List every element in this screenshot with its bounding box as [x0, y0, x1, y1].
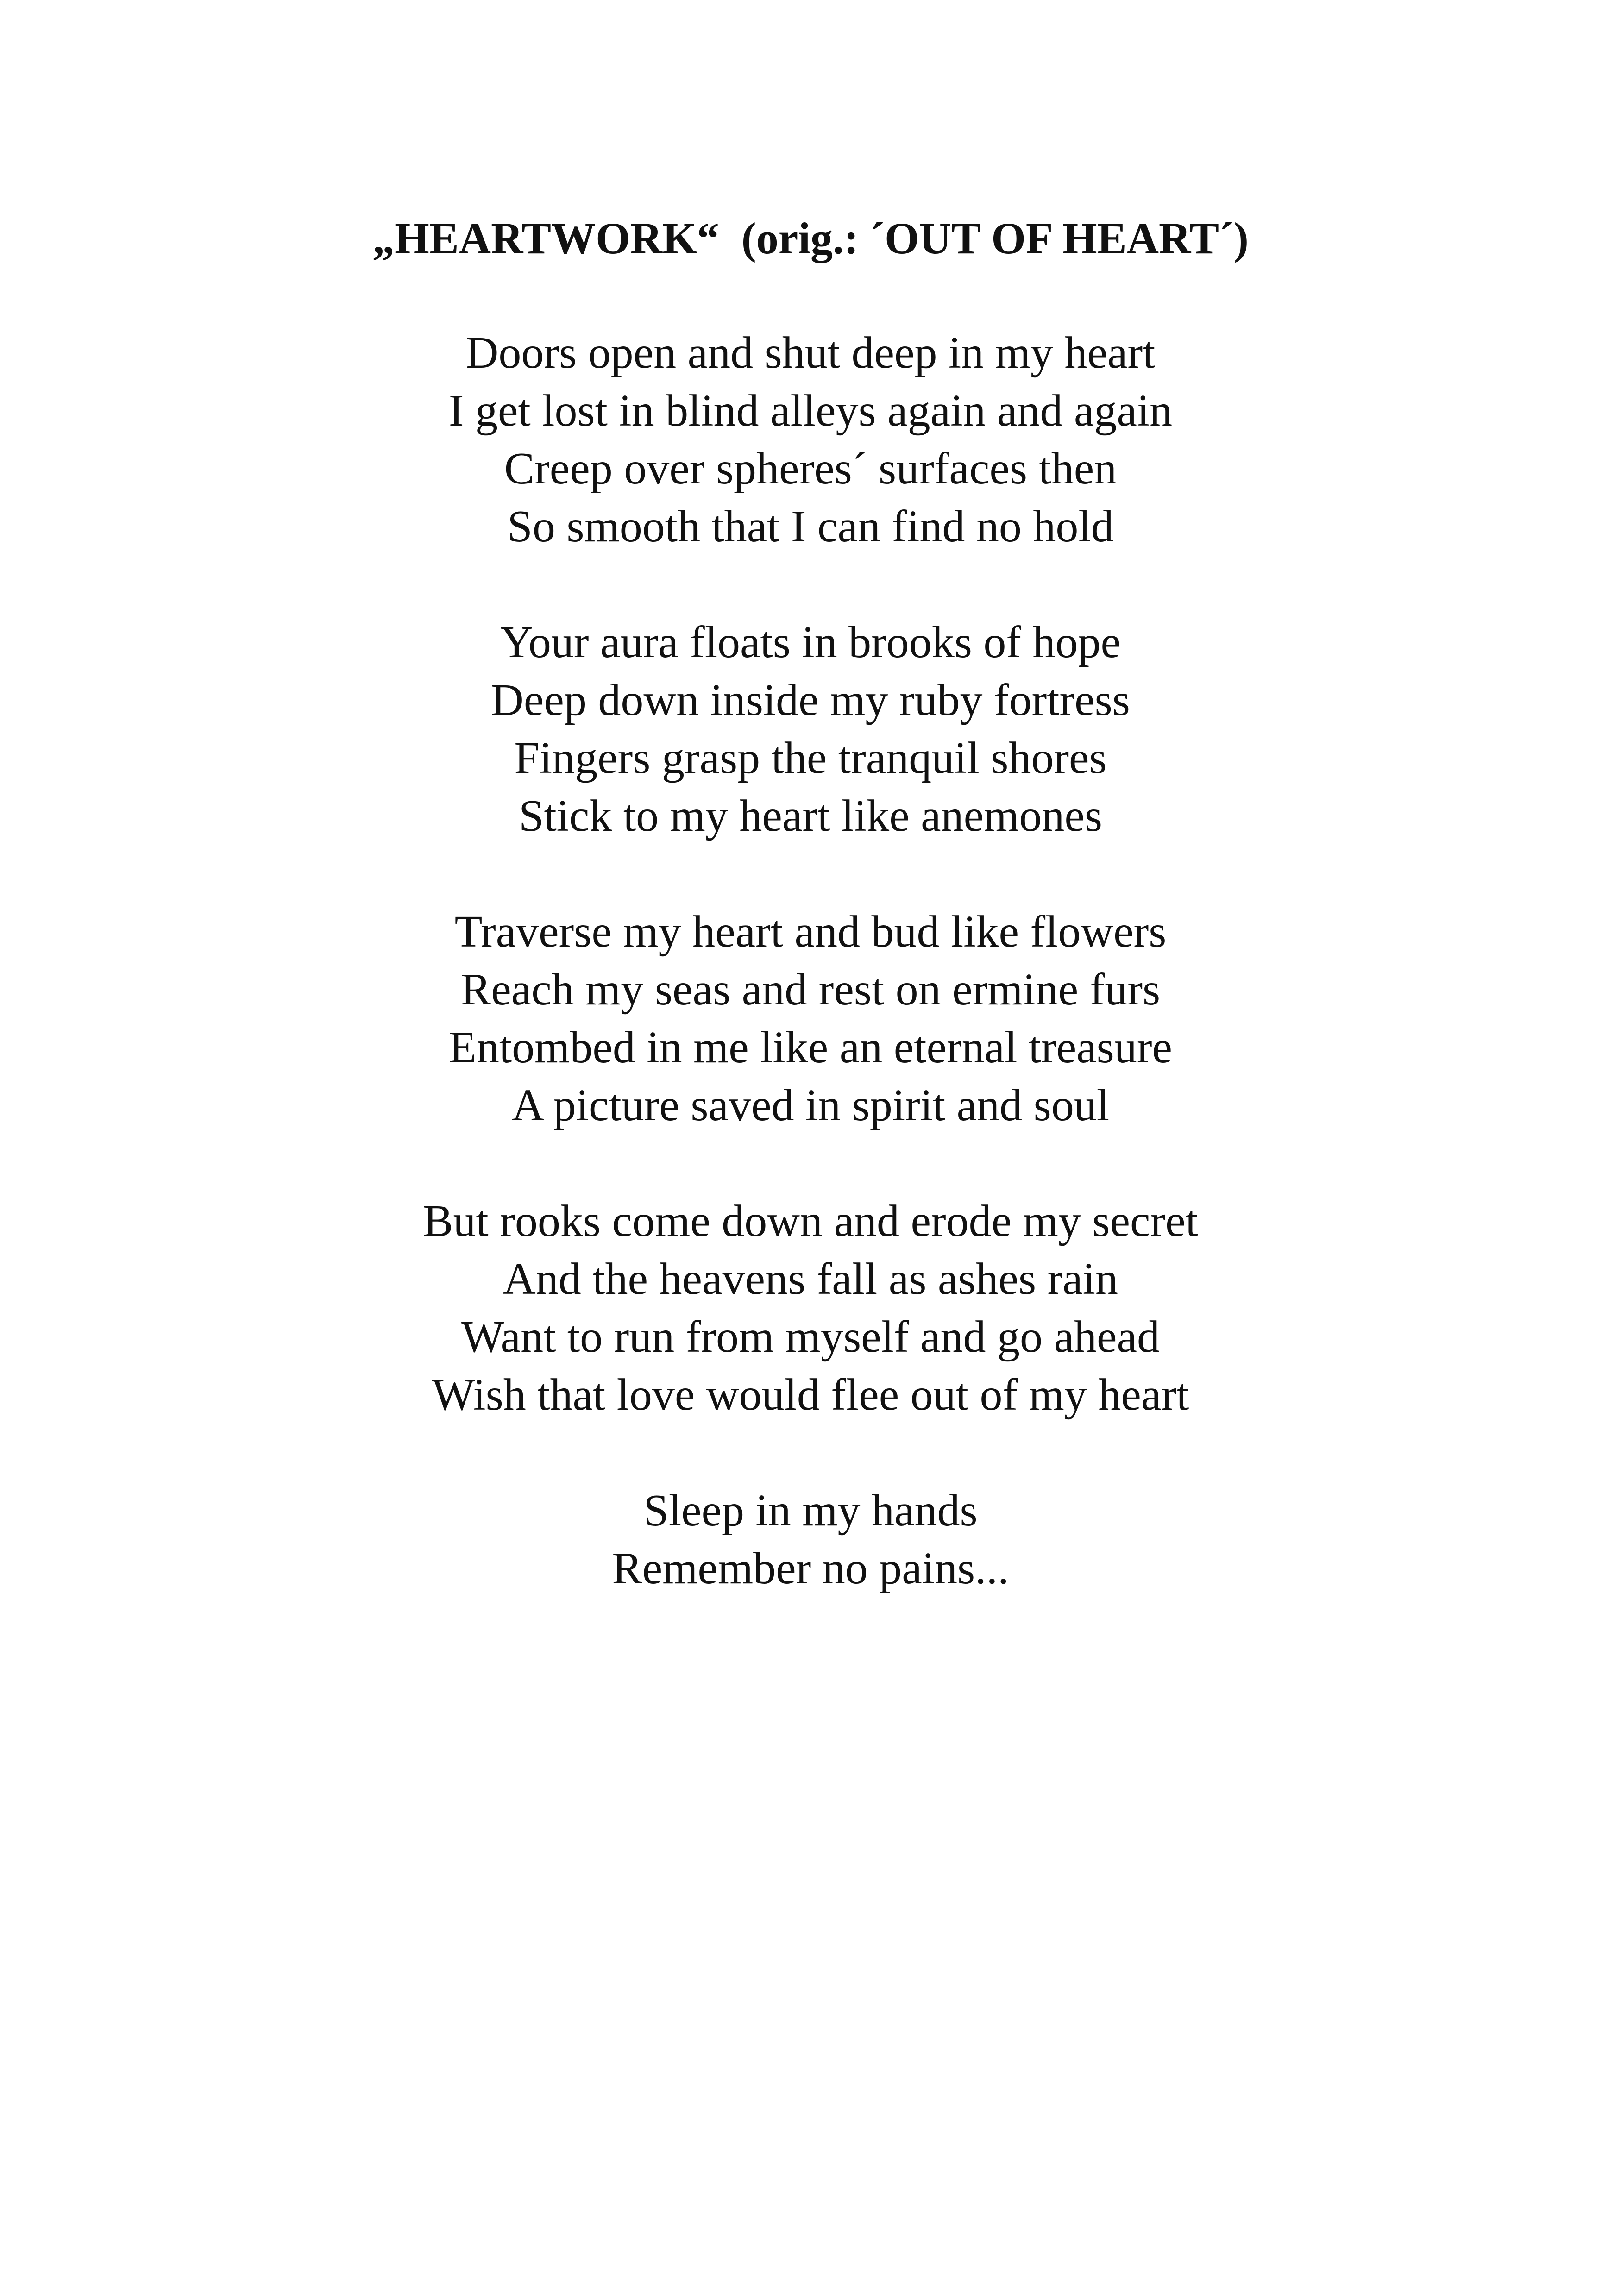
- stanza-2: [0, 614, 1621, 845]
- poem-line: Fingers grasp the tranquil shores: [514, 733, 1107, 783]
- poem-title: „HEARTWORK“ (orig.: ´OUT OF HEART´): [372, 213, 1249, 263]
- stanza-3: [0, 903, 1621, 1135]
- poem-body: [0, 324, 1621, 1656]
- stanza-4: [0, 1192, 1621, 1424]
- poem-line: Want to run from myself and go ahead: [461, 1312, 1160, 1362]
- poem-line: But rooks come down and erode my secret: [423, 1196, 1198, 1246]
- poem-line: Reach my seas and rest on ermine furs: [460, 965, 1161, 1015]
- poem-line: Your aura floats in brooks of hope: [500, 617, 1121, 667]
- poem-line: Deep down inside my ruby fortress: [491, 675, 1130, 725]
- poem-line: So smooth that I can find no hold: [507, 502, 1114, 552]
- poem-line: I get lost in blind alleys again and again: [448, 386, 1173, 436]
- poem-line: Doors open and shut deep in my heart: [465, 328, 1156, 378]
- poem-line: Creep over spheres´ surfaces then: [504, 444, 1117, 494]
- poem-line: And the heavens fall as ashes rain: [503, 1254, 1118, 1304]
- poem-line: Remember no pains...: [612, 1543, 1009, 1593]
- poem-line: A picture saved in spirit and soul: [511, 1080, 1110, 1130]
- poem-line: Sleep in my hands: [643, 1486, 978, 1536]
- poem-line: Wish that love would flee out of my heart: [432, 1370, 1189, 1420]
- stanza-1: [0, 324, 1621, 556]
- poem-line: Traverse my heart and bud like flowers: [454, 907, 1167, 957]
- poem-line: Stick to my heart like anemones: [518, 791, 1103, 841]
- stanza-5: [0, 1482, 1621, 1598]
- poem-line: Entombed in me like an eternal treasure: [449, 1023, 1172, 1073]
